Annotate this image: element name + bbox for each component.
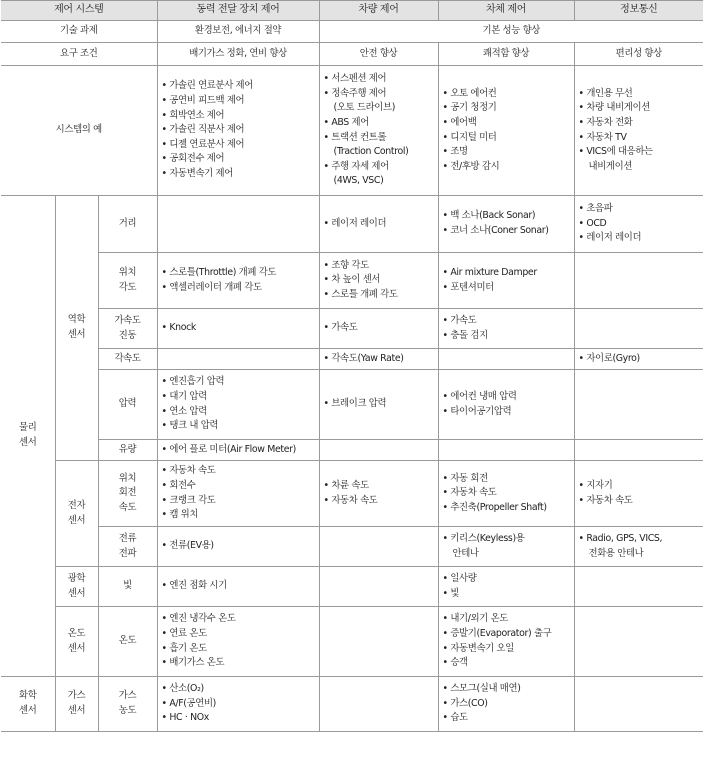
cell-powertrain: [157, 196, 319, 253]
sensor-label: 거리: [98, 196, 157, 253]
sensor-label: 빛: [98, 567, 157, 607]
item-text: 디젤 연료분사 제어: [169, 138, 245, 150]
item-list: [322, 479, 436, 508]
item-list: [322, 217, 436, 232]
sensor-row-flow: [1, 440, 703, 461]
group-physical-sensor: 물리 센서: [1, 196, 55, 677]
sensor-label: 유량: [98, 440, 157, 461]
item-text: 스로틀(Throttle) 개폐 각도: [169, 266, 277, 278]
list-item: [587, 494, 702, 509]
list-item: [451, 682, 572, 697]
cell-powertrain: [157, 370, 319, 440]
header-vehicle: 차량 제어: [319, 1, 438, 21]
item-text: 가속도: [331, 322, 358, 334]
cell-vehicle: [319, 196, 438, 253]
sensor-row-gas-concentration: [1, 677, 703, 732]
list-item: [170, 479, 317, 494]
item-list: [160, 612, 317, 670]
examples-powertrain: [157, 66, 319, 196]
item-text: 공연비 피드백 제어: [169, 95, 245, 107]
item-text: 스로틀 개폐 각도: [331, 288, 398, 300]
item-text: 각속도(Yaw Rate): [331, 352, 404, 364]
cell-powertrain: [157, 607, 319, 677]
list-item: [170, 138, 317, 153]
list-item: [451, 116, 572, 131]
list-item: [170, 697, 317, 712]
item-text: 스모그(실내 매연): [450, 683, 521, 695]
item-text: 개인용 무선: [586, 87, 633, 99]
sensor-label: 압력: [98, 370, 157, 440]
list-item: [170, 656, 317, 671]
item-text: 차량 내비게이션: [586, 102, 650, 114]
cell-body: [438, 461, 574, 527]
item-text: 차 높이 센서: [331, 274, 381, 286]
task-rest: 기본 성능 향상: [319, 21, 703, 43]
task-label: 기술 과제: [1, 21, 157, 43]
cell-powertrain: [157, 309, 319, 349]
sensor-row-position-angle: [1, 253, 703, 309]
group-chemical-sensor: 화학 센서: [1, 677, 55, 732]
item-list: [322, 397, 436, 412]
list-item: [451, 405, 572, 420]
list-item: [451, 160, 572, 175]
list-item: [451, 329, 572, 344]
item-text: 전/후방 감시: [450, 160, 500, 172]
list-item: [451, 101, 572, 116]
item-text: 가솔린 연료분사 제어: [169, 80, 253, 92]
cell-info: [574, 677, 703, 732]
item-list: [577, 532, 702, 561]
group-temperature-sensor: 온도 센서: [55, 607, 98, 677]
item-text: 습도: [450, 712, 468, 724]
item-list: [441, 682, 572, 726]
cell-info: [574, 527, 703, 567]
list-item: [170, 627, 317, 642]
item-text: 대기 압력: [169, 390, 207, 402]
sensor-row-position-rotation-speed: [1, 461, 703, 527]
task-row: [1, 21, 703, 43]
list-item: [587, 231, 702, 246]
group-mechanical-sensor: 역학 센서: [55, 196, 98, 461]
list-item: [170, 266, 317, 281]
item-list: [322, 352, 436, 367]
item-text: 공회전수 제어: [169, 153, 225, 165]
header-control-system: 제어 시스템: [1, 1, 157, 21]
cell-info: [574, 461, 703, 527]
item-text: 엔진 점화 시기: [169, 580, 227, 592]
list-item: [451, 532, 572, 561]
item-text: 충돌 검지: [450, 329, 488, 341]
sensor-row-temperature: [1, 607, 703, 677]
item-list: [441, 390, 572, 419]
cell-info: [574, 253, 703, 309]
item-text: 에어컨 냉매 압력: [450, 390, 517, 402]
sensor-label: 위치 회전 속도: [98, 461, 157, 527]
item-list: [441, 266, 572, 295]
item-text: 승객: [450, 657, 468, 669]
item-text: 조향 각도: [331, 259, 369, 271]
item-text: 정속주행 제어: [331, 87, 387, 99]
item-list: [441, 209, 572, 238]
item-text: 흡기 온도: [169, 642, 207, 654]
sensor-row-pressure: [1, 370, 703, 440]
group-gas-sensor: 가스 센서: [55, 677, 98, 732]
list-item: [332, 131, 436, 160]
item-list: [441, 87, 572, 175]
list-item: [170, 419, 317, 434]
list-item: [587, 202, 702, 217]
group-electronic-sensor: 전자 센서: [55, 461, 98, 567]
cell-info: [574, 567, 703, 607]
list-item: [170, 405, 317, 420]
cell-vehicle: [319, 349, 438, 370]
list-item: [451, 656, 572, 671]
item-text: 자동변속기 제어: [169, 167, 233, 179]
item-text: 가속도: [450, 314, 477, 326]
item-text: 백 소나(Back Sonar): [450, 210, 536, 222]
cell-body: [438, 607, 574, 677]
item-list: [577, 479, 702, 508]
item-text: 자이로(Gyro): [586, 352, 640, 364]
sensor-label: 전류 전파: [98, 527, 157, 567]
examples-body: [438, 66, 574, 196]
list-item: [587, 101, 702, 116]
header-powertrain: 동력 전달 장치 제어: [157, 1, 319, 21]
item-text: 크랭크 각도: [169, 494, 216, 506]
item-text: 트랙션 컨트롤: [331, 131, 387, 143]
item-continuation: (4WS, VSC): [333, 175, 384, 187]
list-item: [332, 259, 436, 274]
item-text: 타이어공기압력: [450, 405, 512, 417]
list-item: [587, 116, 702, 131]
list-item: [170, 375, 317, 390]
list-item: [332, 87, 436, 116]
item-continuation: 내비게이션: [588, 160, 633, 172]
item-list: [160, 464, 317, 522]
list-item: [170, 682, 317, 697]
list-item: [332, 217, 436, 232]
item-text: 포텐셔미터: [450, 281, 494, 293]
list-item: [170, 642, 317, 657]
cell-powertrain: [157, 440, 319, 461]
item-text: 키리스(Keyless)용: [450, 532, 525, 544]
item-list: [322, 321, 436, 336]
list-item: [451, 266, 572, 281]
list-item: [170, 123, 317, 138]
item-text: 추진축(Propeller Shaft): [450, 501, 547, 513]
list-item: [451, 145, 572, 160]
sensor-row-distance: [1, 196, 703, 253]
item-list: [160, 321, 317, 336]
item-text: 자동차 속도: [450, 487, 497, 499]
item-list: [160, 375, 317, 433]
list-item: [587, 479, 702, 494]
examples-row: [1, 66, 703, 196]
examples-vehicle: [319, 66, 438, 196]
list-item: [332, 288, 436, 303]
item-list: [160, 579, 317, 594]
list-item: [451, 209, 572, 224]
req-info: 편리성 향상: [574, 43, 703, 66]
cell-body: [438, 196, 574, 253]
list-item: [170, 612, 317, 627]
item-list: [160, 443, 317, 458]
cell-info: [574, 309, 703, 349]
item-text: 디지털 미터: [450, 131, 497, 143]
list-item: [170, 464, 317, 479]
list-item: [332, 352, 436, 367]
item-text: 자동차 속도: [169, 465, 216, 477]
cell-vehicle: [319, 527, 438, 567]
item-text: 레이저 레이더: [331, 217, 387, 229]
item-text: A/F(공연비): [169, 697, 216, 709]
list-item: [332, 116, 436, 131]
item-list: [577, 202, 702, 246]
list-item: [170, 281, 317, 296]
list-item: [332, 160, 436, 189]
item-text: 에어 플로 미터(Air Flow Meter): [169, 443, 296, 455]
cell-info: [574, 349, 703, 370]
cell-vehicle: [319, 461, 438, 527]
list-item: [170, 152, 317, 167]
item-continuation: 전화용 안테나: [588, 547, 644, 559]
cell-body: [438, 370, 574, 440]
cell-powertrain: [157, 677, 319, 732]
cell-vehicle: [319, 253, 438, 309]
item-text: 연료 온도: [169, 627, 207, 639]
item-text: 자동 회전: [450, 472, 488, 484]
item-text: 배기가스 온도: [169, 657, 225, 669]
list-item: [451, 612, 572, 627]
item-text: 엔진 냉각수 온도: [169, 613, 236, 625]
list-item: [170, 508, 317, 523]
cell-vehicle: [319, 567, 438, 607]
list-item: [170, 443, 317, 458]
item-text: 액셀러레이터 개폐 각도: [169, 281, 262, 293]
item-text: 산소(O₂): [169, 683, 204, 695]
sensor-label: 온도: [98, 607, 157, 677]
list-item: [587, 131, 702, 146]
sensor-row-light: [1, 567, 703, 607]
cell-vehicle: [319, 607, 438, 677]
cell-powertrain: [157, 253, 319, 309]
req-label: 요구 조건: [1, 43, 157, 66]
item-text: 전류(EV용): [169, 540, 214, 552]
list-item: [451, 572, 572, 587]
item-list: [160, 79, 317, 181]
sensor-label: 가속도 진동: [98, 309, 157, 349]
list-item: [451, 131, 572, 146]
item-text: 에어백: [450, 116, 477, 128]
list-item: [451, 642, 572, 657]
item-text: 증발기(Evaporator) 출구: [450, 627, 552, 639]
item-text: 희박연소 제어: [169, 109, 225, 121]
cell-info: [574, 607, 703, 677]
item-text: 자동차 전화: [586, 116, 633, 128]
item-text: Air mixture Damper: [450, 266, 537, 278]
item-continuation: (오토 드라이브): [333, 102, 395, 114]
list-item: [451, 486, 572, 501]
list-item: [451, 314, 572, 329]
item-text: 초음파: [586, 203, 613, 215]
item-list: [441, 314, 572, 343]
cell-info: [574, 440, 703, 461]
list-item: [587, 532, 702, 561]
item-text: Radio, GPS, VICS,: [586, 532, 663, 544]
list-item: [332, 321, 436, 336]
list-item: [332, 397, 436, 412]
item-text: 조명: [450, 146, 468, 158]
item-text: VICS에 대응하는: [586, 146, 653, 158]
item-list: [441, 532, 572, 561]
item-text: Knock: [169, 322, 196, 334]
header-info: 정보통신: [574, 1, 703, 21]
item-text: 코너 소나(Coner Sonar): [450, 225, 549, 236]
list-item: [451, 697, 572, 712]
list-item: [170, 79, 317, 94]
item-text: 탱크 내 압력: [169, 420, 219, 432]
task-powertrain: 환경보전, 에너지 절약: [157, 21, 319, 43]
item-text: 엔진흡기 압력: [169, 376, 225, 388]
item-text: 자동차 속도: [331, 494, 378, 506]
requirement-row: [1, 43, 703, 66]
sensor-label: 가스 농도: [98, 677, 157, 732]
list-item: [451, 501, 572, 516]
header-body: 차체 제어: [438, 1, 574, 21]
list-item: [170, 579, 317, 594]
list-item: [587, 87, 702, 102]
list-item: [451, 281, 572, 296]
item-text: HC · NOx: [169, 712, 210, 724]
cell-vehicle: [319, 370, 438, 440]
cell-vehicle: [319, 677, 438, 732]
item-text: 주행 자세 제어: [331, 160, 389, 172]
cell-info: [574, 370, 703, 440]
list-item: [451, 390, 572, 405]
item-text: 가솔린 직분사 제어: [169, 124, 245, 136]
cell-powertrain: [157, 527, 319, 567]
cell-body: [438, 567, 574, 607]
req-vehicle: 안전 향상: [319, 43, 438, 66]
list-item: [451, 87, 572, 102]
item-text: ABS 제어: [331, 116, 369, 128]
list-item: [332, 494, 436, 509]
cell-body: [438, 309, 574, 349]
sensor-label: 각속도: [98, 349, 157, 370]
list-item: [170, 109, 317, 124]
list-item: [587, 352, 702, 367]
item-text: 공기 청정기: [450, 102, 497, 114]
list-item: [451, 711, 572, 726]
item-text: 서스펜션 제어: [331, 73, 387, 85]
item-list: [441, 472, 572, 516]
item-text: 차륜 속도: [331, 479, 369, 491]
item-continuation: 안테나: [452, 547, 479, 559]
item-text: 레이저 레이더: [586, 232, 642, 244]
examples-label: 시스템의 예: [1, 66, 157, 196]
list-item: [170, 167, 317, 182]
cell-vehicle: [319, 309, 438, 349]
item-text: 자동차 속도: [586, 494, 633, 506]
sensor-system-table: [1, 0, 703, 732]
item-text: 가스(CO): [450, 697, 488, 709]
cell-body: [438, 253, 574, 309]
item-list: [441, 612, 572, 670]
list-item: [451, 472, 572, 487]
header-row: [1, 1, 703, 21]
cell-powertrain: [157, 349, 319, 370]
cell-vehicle: [319, 440, 438, 461]
item-continuation: (Traction Control): [333, 146, 409, 158]
item-text: 빛: [450, 587, 460, 599]
item-list: [441, 572, 572, 601]
group-optical-sensor: 광학 센서: [55, 567, 98, 607]
item-list: [160, 266, 317, 295]
req-body: 쾌적함 향상: [438, 43, 574, 66]
item-text: 연소 압력: [169, 405, 207, 417]
sensor-row-current-wave: [1, 527, 703, 567]
examples-info: [574, 66, 703, 196]
list-item: [170, 390, 317, 405]
item-list: [577, 352, 702, 367]
item-text: 자동차 TV: [586, 131, 627, 143]
list-item: [332, 72, 436, 87]
list-item: [451, 627, 572, 642]
item-text: 오토 에어컨: [450, 87, 497, 99]
sensor-row-accel-vibration: [1, 309, 703, 349]
list-item: [170, 494, 317, 509]
sensor-row-angular-velocity: [1, 349, 703, 370]
item-list: [322, 259, 436, 303]
item-list: [577, 87, 702, 175]
sensor-label: 위치 각도: [98, 253, 157, 309]
cell-powertrain: [157, 461, 319, 527]
cell-body: [438, 527, 574, 567]
list-item: [587, 145, 702, 174]
list-item: [332, 273, 436, 288]
list-item: [332, 479, 436, 494]
cell-powertrain: [157, 567, 319, 607]
item-text: 지자기: [586, 479, 613, 491]
item-text: 내기/외기 온도: [450, 613, 509, 625]
item-text: OCD: [586, 217, 607, 229]
item-text: 회전수: [169, 479, 196, 491]
list-item: [587, 217, 702, 232]
list-item: [170, 321, 317, 336]
list-item: [170, 539, 317, 554]
cell-body: [438, 349, 574, 370]
item-text: 브레이크 압력: [331, 398, 387, 410]
list-item: [451, 587, 572, 602]
list-item: [451, 224, 572, 239]
req-powertrain: 배기가스 정화, 연비 향상: [157, 43, 319, 66]
item-list: [322, 72, 436, 189]
cell-info: [574, 196, 703, 253]
item-text: 캠 위치: [169, 509, 199, 521]
item-list: [160, 539, 317, 554]
item-list: [160, 682, 317, 726]
item-text: 일사량: [450, 572, 477, 584]
item-text: 자동변속기 오일: [450, 642, 514, 654]
list-item: [170, 711, 317, 726]
cell-body: [438, 440, 574, 461]
cell-body: [438, 677, 574, 732]
list-item: [170, 94, 317, 109]
